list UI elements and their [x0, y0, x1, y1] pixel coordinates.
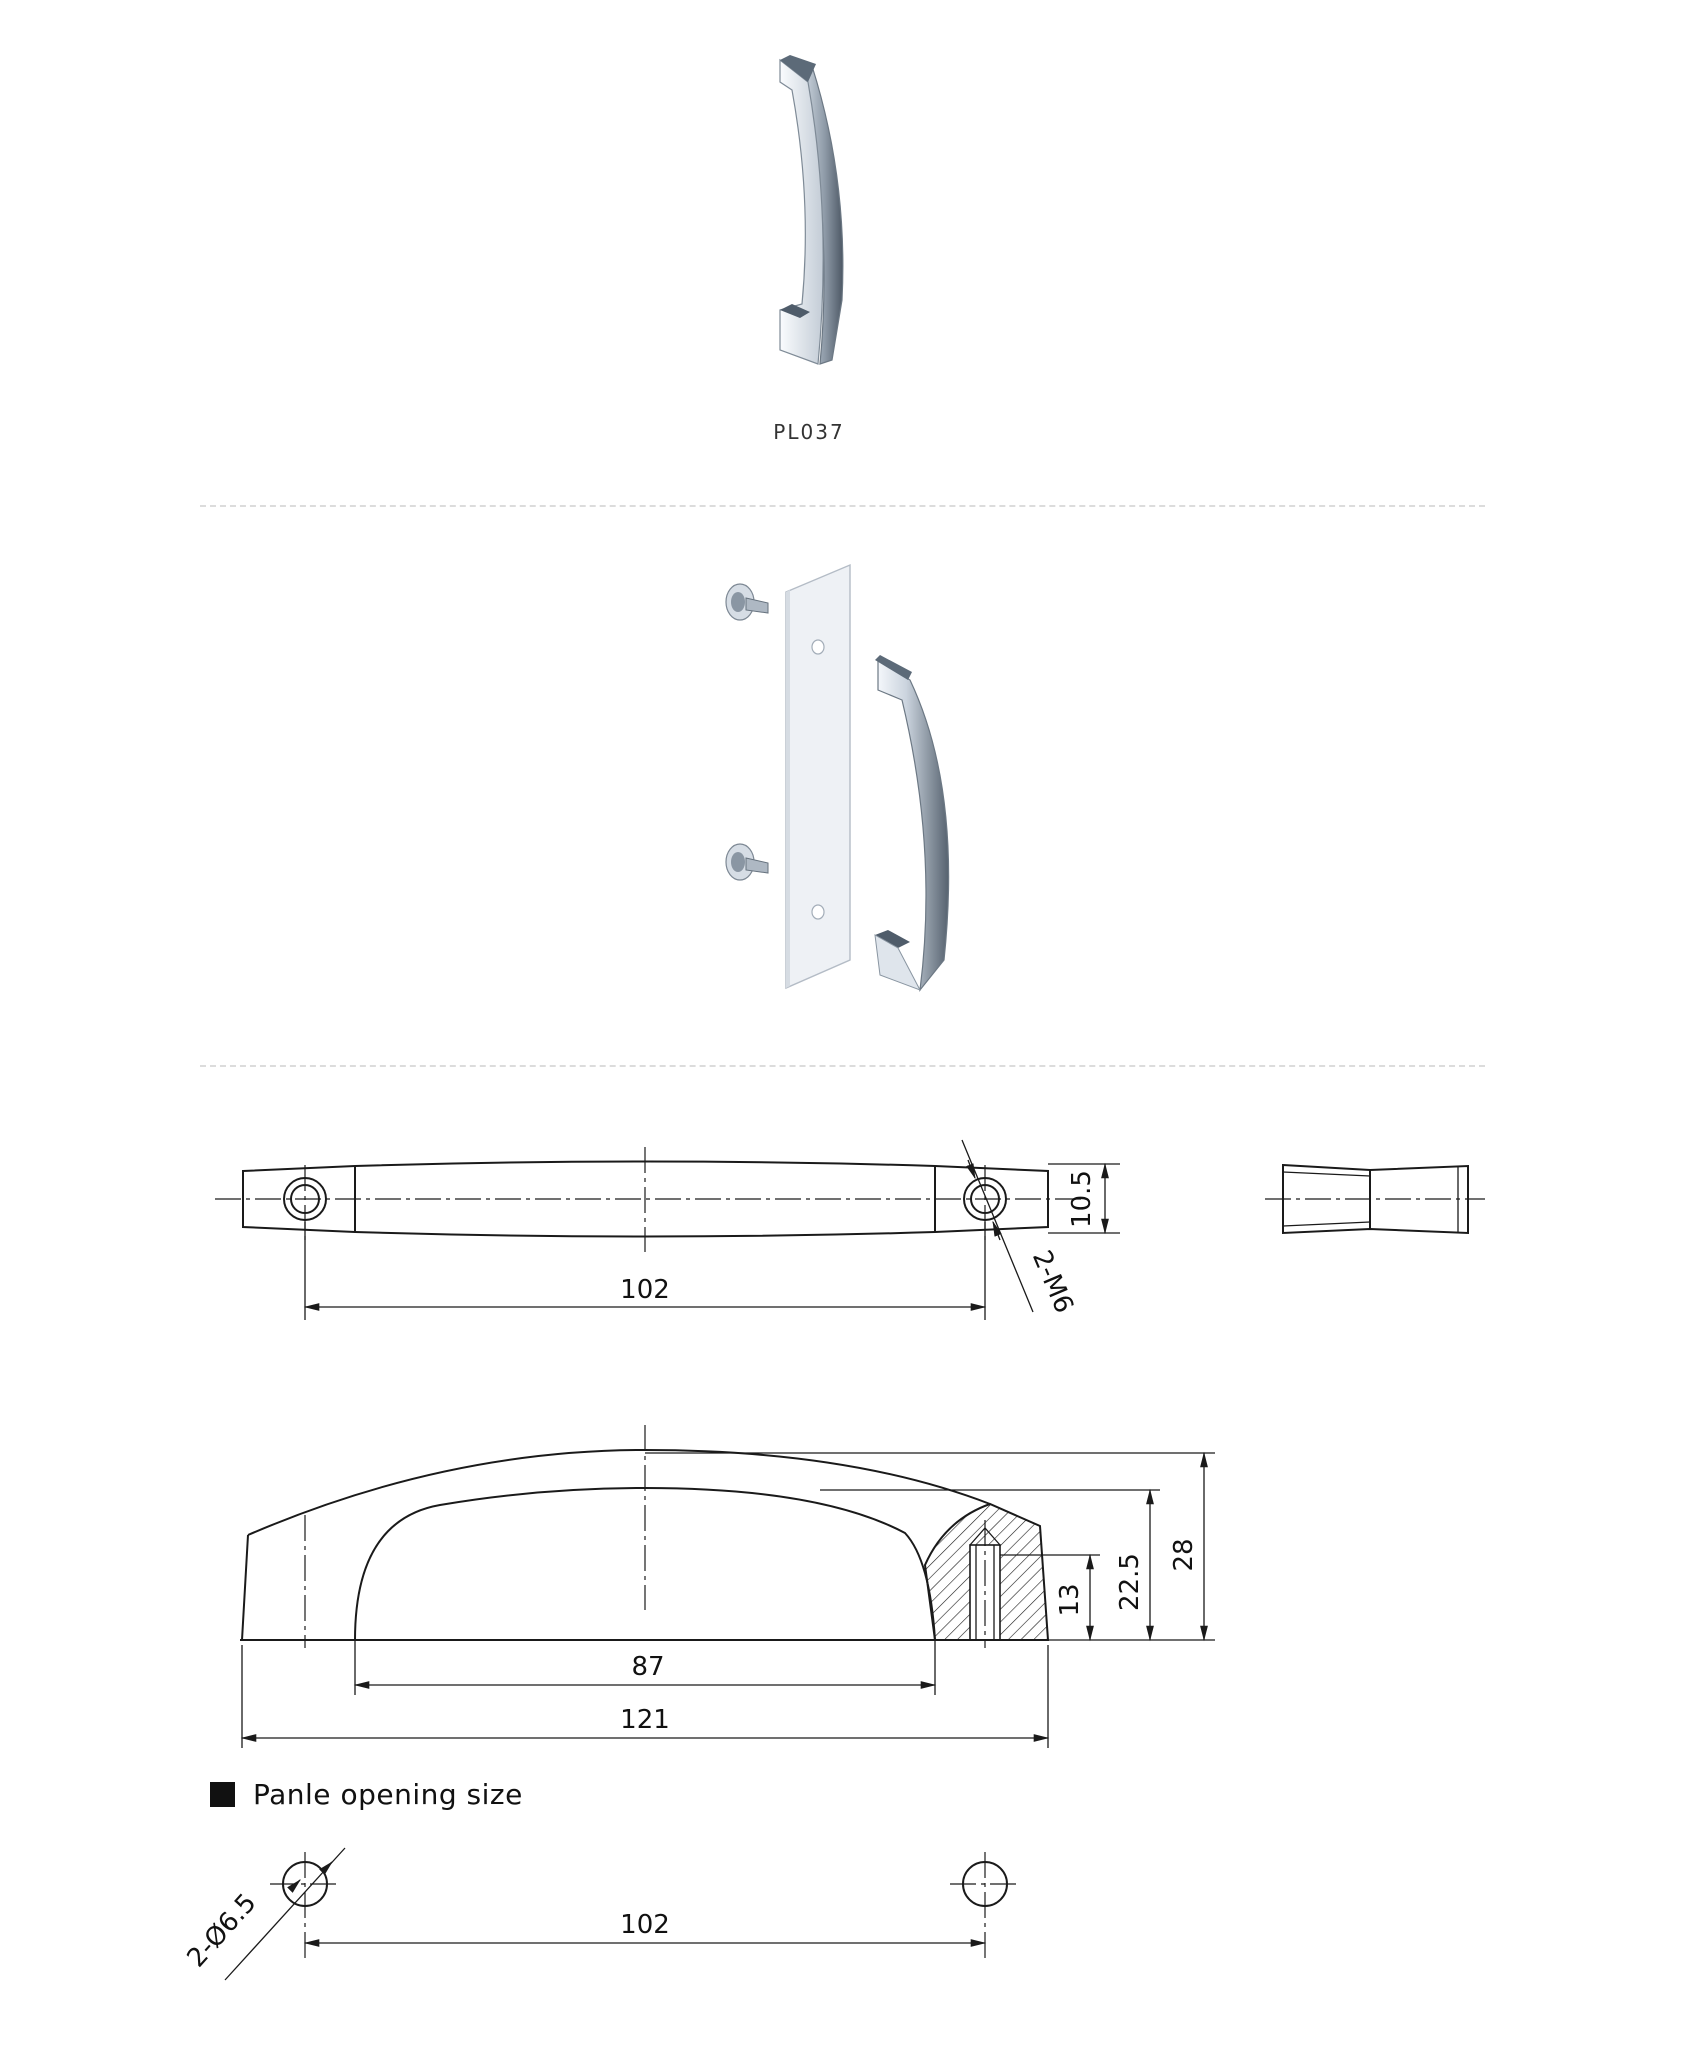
bullet-square-icon: [210, 1782, 235, 1807]
dim-inner-pitch-label: 87: [631, 1652, 665, 1682]
panel-opening-title: Panle opening size: [253, 1778, 523, 1811]
model-number: PL037: [773, 420, 845, 444]
dim-thread-depth-label: 13: [1055, 1583, 1085, 1617]
hole-diameter-callout-label: 2-Ø6.5: [181, 1888, 263, 1974]
dim-overall-length-label: 121: [620, 1705, 670, 1735]
thread-callout-label: 2-M6: [1025, 1246, 1079, 1318]
dim-height-label: 10.5: [1067, 1170, 1097, 1228]
dim-hole-pitch-label: 102: [620, 1275, 670, 1305]
panel-opening-heading: [210, 1778, 523, 1811]
dim-panel-hole-pitch-label: 102: [620, 1910, 670, 1940]
dim-inner-height-label: 22.5: [1115, 1553, 1145, 1611]
dim-overall-height-label: 28: [1169, 1538, 1199, 1572]
